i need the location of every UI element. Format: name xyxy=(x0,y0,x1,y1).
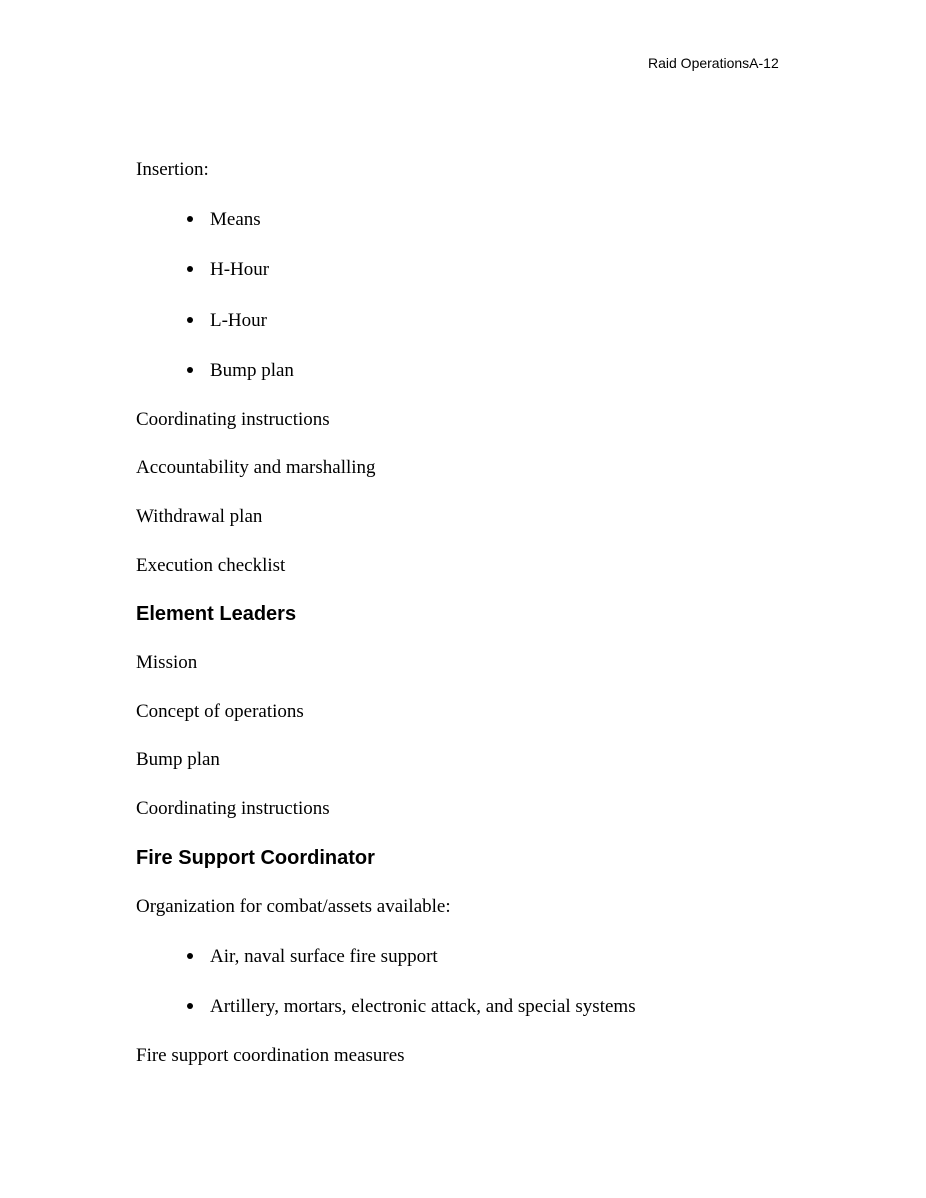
list-item xyxy=(187,360,294,382)
list-item xyxy=(187,996,636,1018)
paragraph-line: Mission xyxy=(136,652,198,673)
bullet-icon xyxy=(187,953,193,959)
list-item-text: Bump plan xyxy=(210,360,294,381)
list-item-text: Means xyxy=(210,209,261,230)
bullet-icon xyxy=(187,367,193,373)
section-heading-element-leaders: Element Leaders xyxy=(136,603,297,625)
list-item xyxy=(187,259,269,281)
bullet-icon xyxy=(187,317,193,323)
section-heading-fire-support: Fire Support Coordinator xyxy=(136,847,375,869)
paragraph-line: Coordinating instructions xyxy=(136,409,330,430)
paragraph-line: Coordinating instructions xyxy=(136,798,330,819)
paragraph-line: Fire support coordination measures xyxy=(136,1045,405,1066)
list-item-text: H-Hour xyxy=(210,259,270,280)
list-item-text: Artillery, mortars, electronic attack, and special systems xyxy=(210,996,636,1017)
paragraph-line: Bump plan xyxy=(136,749,220,770)
bullet-icon xyxy=(187,1003,193,1009)
paragraph-line: Execution checklist xyxy=(136,555,286,576)
paragraph-line: Accountability and marshalling xyxy=(136,457,376,478)
paragraph-line: Concept of operations xyxy=(136,701,304,722)
list-item-text: L-Hour xyxy=(210,310,267,331)
bullet-icon xyxy=(187,266,193,272)
paragraph-line: Withdrawal plan xyxy=(136,506,263,527)
list-item xyxy=(187,310,267,332)
list-item-text: Air, naval surface fire support xyxy=(210,946,438,967)
insertion-label: Insertion: xyxy=(136,159,209,180)
paragraph-line: Organization for combat/assets available: xyxy=(136,896,451,917)
running-header: Raid OperationsA-12 xyxy=(648,55,779,71)
list-item xyxy=(187,209,261,231)
list-item xyxy=(187,946,438,968)
bullet-icon xyxy=(187,216,193,222)
